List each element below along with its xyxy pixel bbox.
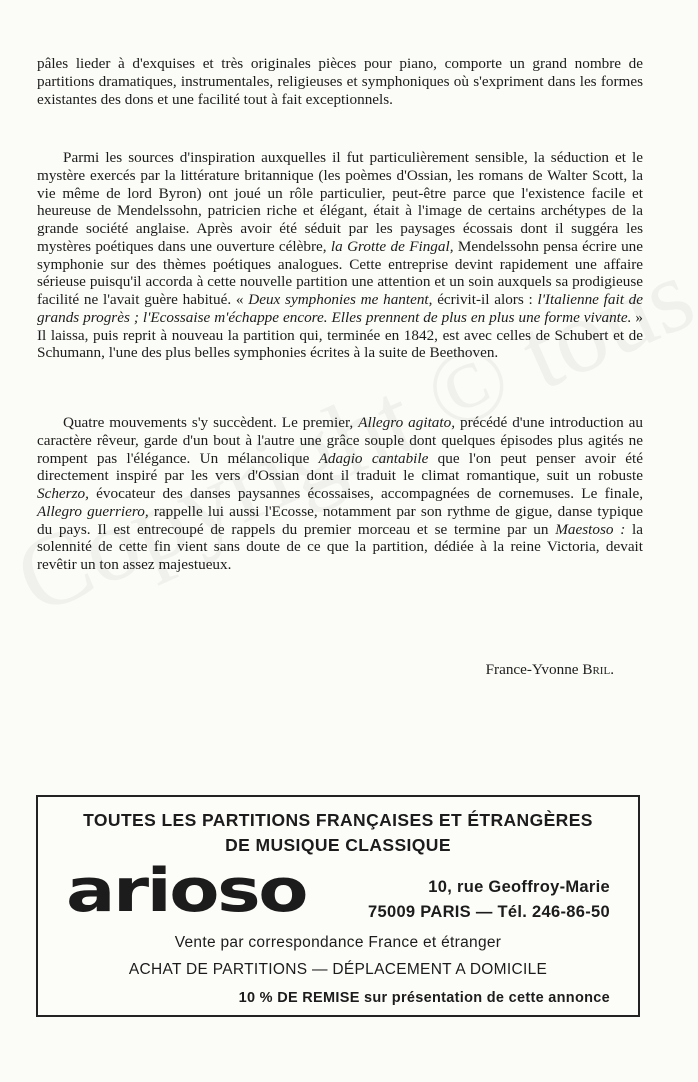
p3-text-g: évocateur des danses paysannes écossaises, accompagnées de cornemuses. Le finale, [88, 485, 643, 502]
ad-mail-order: Vente par correspondance France et étranger [174, 934, 502, 951]
p3-text-i: rappelle lui aussi l'Ecosse, notamment par son rythme de gigue, danse typique du pays. Il est entrecoupé de rappels du premier morceau et se termine par un [37, 502, 643, 538]
arioso-logo: arioso [66, 856, 307, 926]
ad-discount [239, 990, 610, 1006]
ad-headline-2: DE MUSIQUE CLASSIQUE [225, 835, 451, 855]
p3-text-a: Quatre mouvements s'y succèdent. Le premier, [63, 414, 359, 431]
p2-quote-b: l'Italienne fait de grands progrès ; l'Ecossaise m'échappe encore. Elles prennent de plus en plus une forme vivante. [37, 291, 643, 326]
arioso-advertisement [36, 795, 640, 1017]
paragraph-2-text [37, 149, 643, 362]
author-signature [486, 661, 614, 679]
ad-address-street: 10, rue Geoffroy-Marie [428, 878, 610, 896]
p2-text-g: » Il laissa, puis reprit à nouveau la partition qui, terminée en 1842, est avec celles de Schubert et de Schumann, l'une des plus belles symphonies écrites à la suite de Beethoven. [37, 308, 644, 362]
p3-scherzo: Scherzo, [37, 485, 89, 502]
p2-title-grotte: la Grotte de Fingal, [330, 237, 454, 255]
p3-allegro-guerriero: Allegro guerriero, [37, 502, 149, 520]
paragraph-1-text: pâles lieder à d'exquises et très originales pièces pour piano, comporte un grand nombre de partitions dramatiques, instrumentales, religieuses et symphoniques où s'expriment dans les formes existantes des dons et une facilité tout à fait exceptionnels. [37, 55, 643, 108]
ad-address [368, 875, 610, 925]
paragraph-1 [37, 55, 643, 108]
ad-discount-condition: sur présentation de cette annonce [364, 990, 610, 1006]
ad-discount-label: DE REMISE [272, 990, 364, 1006]
p3-text-c: précédé d'une introduction au caractère rêveur, garde d'un bout à l'autre une grâce souple dont quelques épisodes plus agités ne rompent pas l'élégance. Un mélancolique [37, 414, 644, 467]
paragraph-3 [37, 414, 643, 574]
p2-text-a: Parmi les sources d'inspiration auxquelles il fut particulièrement sensible, la séduction et le mystère exercés par la littérature britannique (les poèmes d'Ossian, les romans de Walter Scott, la vie même de lord Byron) ont joué un rôle particulier, peut-être parce que l'existence facile et heureuse de Mendelssohn, patricien riche et élégant, était à l'image de certains archétypes de la grande société anglaise. Après avoir été séduit par les paysages écossais dont il suggéra les mystères poétiques dans une ouverture célèbre, [37, 149, 643, 255]
author-first-name: France-Yvonne [485, 661, 583, 678]
p3-adagio-cantabile: Adagio cantabile [318, 449, 429, 467]
ad-discount-pct: 10 % [238, 990, 273, 1006]
paragraph-3-text [37, 414, 643, 574]
ad-headline-1: TOUTES LES PARTITIONS FRANÇAISES ET ÉTRANGÈRES [83, 810, 593, 830]
p3-text-k: la solennité de cette fin vient sans doute de ce que la partition, dédiée à la reine Victoria, devait revêtir un ton assez majestueux. [37, 520, 643, 573]
p2-quote-a: Deux symphonies me hantent, [248, 291, 433, 308]
ad-purchase-line: ACHAT DE PARTITIONS — DÉPLACEMENT A DOMICILE [128, 961, 548, 978]
ad-address-city-phone: 75009 PARIS — Tél. 246-86-50 [368, 903, 610, 921]
author-last-name: Bril. [582, 661, 614, 678]
paragraph-2 [37, 149, 643, 362]
p3-allegro-agitato: Allegro agitato, [358, 414, 456, 431]
p2-text-e: écrivit-il alors : [432, 291, 538, 308]
p3-text-e: que l'on peut penser avoir été directement inspiré par les vers d'Ossian dont il traduit le climat romantique, suit un robuste [37, 449, 643, 485]
p2-text-c: Mendelssohn pensa écrire une symphonie sur des thèmes poétiques analogues. Cette entreprise devint rapidement une affaire sérieuse puisqu'il accorda à cette nouvelle partition une attention et un soin auxquels sa prodigieuse facilité ne l'avait guère habitué. « [37, 237, 644, 308]
p3-maestoso: Maestoso : [555, 520, 626, 538]
